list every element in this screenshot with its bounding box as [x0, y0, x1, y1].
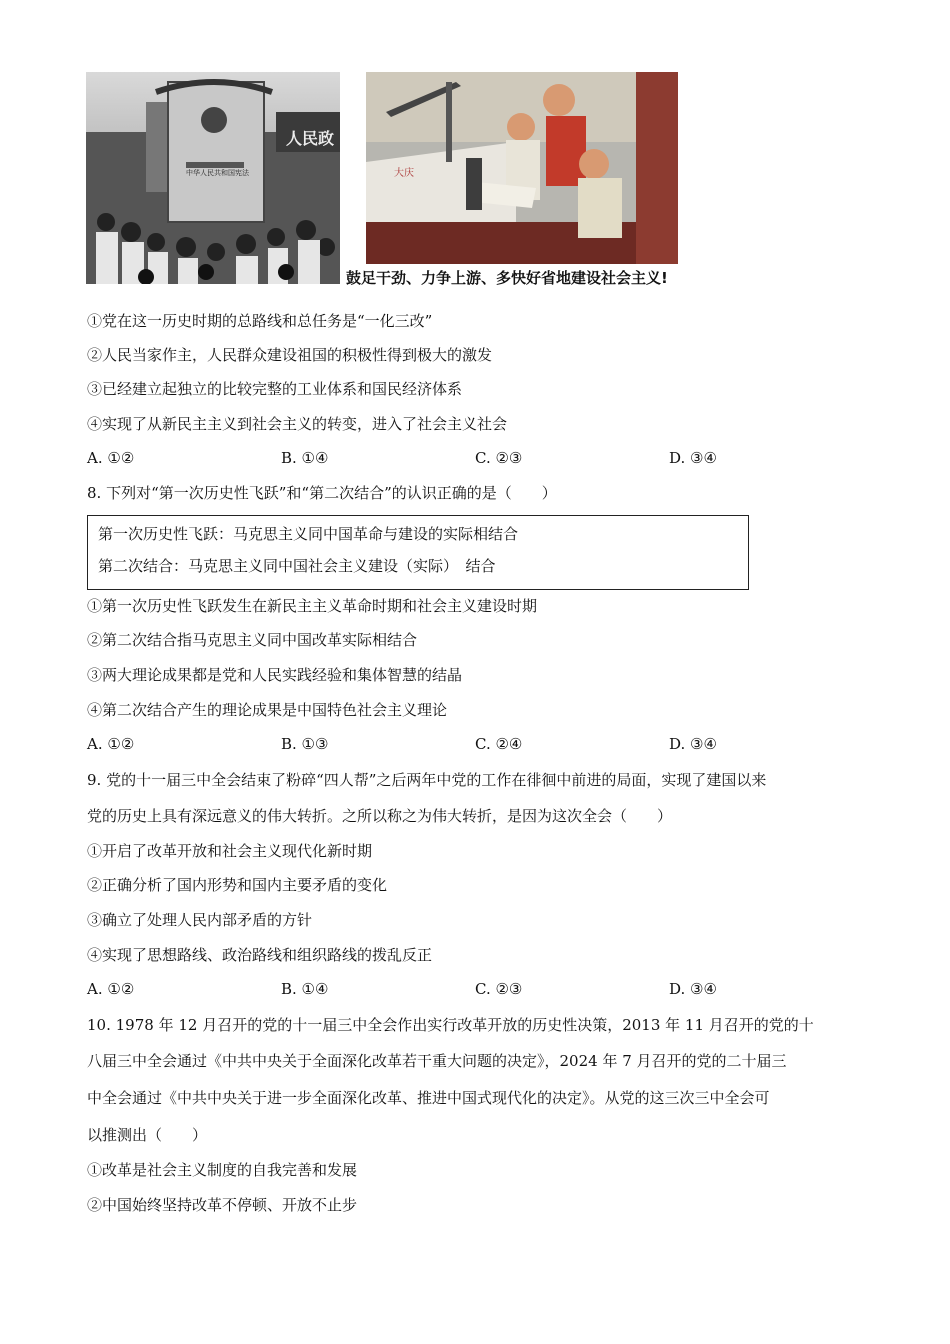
- q9-item-3: ③确立了处理人民内部矛盾的方针: [87, 911, 313, 929]
- q9-option-d[interactable]: D. ③④: [669, 980, 717, 998]
- q7-option-b[interactable]: B. ①④: [281, 449, 329, 467]
- q8-option-c[interactable]: C. ②④: [475, 735, 523, 753]
- q8-stem: 8. 下列对“第一次历史性飞跃”和“第二次结合”的认识正确的是（ ）: [87, 484, 557, 502]
- q10-stem-line-2: 八届三中全会通过《中共中央关于全面深化改革若干重大问题的决定》，2024 年 7 月召开的党的二十届三: [87, 1052, 787, 1070]
- q8-options: [87, 734, 847, 754]
- q8-item-4: ④第二次结合产生的理论成果是中国特色社会主义理论: [87, 701, 448, 719]
- q7-item-3: ③已经建立起独立的比较完整的工业体系和国民经济体系: [87, 380, 463, 398]
- svg-text:大庆: 大庆: [394, 168, 414, 179]
- q9-item-4: ④实现了思想路线、政治路线和组织路线的拨乱反正: [87, 946, 433, 964]
- q7-item-4: ④实现了从新民主主义到社会主义的转变，进入了社会主义社会: [87, 415, 508, 433]
- q9-item-2: ②正确分析了国内形势和国内主要矛盾的变化: [87, 876, 388, 894]
- q7-item-2: ②人民当家作主，人民群众建设祖国的积极性得到极大的激发: [87, 346, 493, 364]
- q7-options: [87, 448, 847, 468]
- q8-box-line-1: 第一次历史性飞跃：马克思主义同中国革命与建设的实际相结合: [98, 525, 519, 543]
- q9-stem-line-2: 党的历史上具有深远意义的伟大转折。之所以称之为伟大转折，是因为这次全会（ ）: [87, 807, 673, 825]
- q9-stem-line-1: 9. 党的十一届三中全会结束了粉碎“四人帮”之后两年中党的工作在徘徊中前进的局面，实现了建国以来: [87, 771, 767, 789]
- poster-caption: 鼓足干劲、力争上游、多快好省地建设社会主义!: [346, 269, 668, 287]
- q10-item-1: ①改革是社会主义制度的自我完善和发展: [87, 1161, 358, 1179]
- q8-item-2: ②第二次结合指马克思主义同中国改革实际相结合: [87, 631, 418, 649]
- propaganda-poster: [366, 72, 678, 264]
- q7-item-1: ①党在这一历史时期的总路线和总任务是“一化三改”: [87, 312, 433, 330]
- svg-text:人民政: 人民政: [286, 129, 335, 148]
- q10-stem-line-3: 中全会通过《中共中央关于进一步全面深化改革、推进中国式现代化的决定》。从党的这三次三中全会可: [87, 1089, 770, 1107]
- q9-option-a[interactable]: A. ①②: [87, 980, 135, 998]
- q8-option-a[interactable]: A. ①②: [87, 735, 135, 753]
- monument-inscription: 中华人民共和国宪法: [186, 169, 249, 177]
- q8-item-1: ①第一次历史性飞跃发生在新民主主义革命时期和社会主义建设时期: [87, 597, 538, 615]
- q9-option-b[interactable]: B. ①④: [281, 980, 329, 998]
- q7-option-a[interactable]: A. ①②: [87, 449, 135, 467]
- q7-option-c[interactable]: C. ②③: [475, 449, 523, 467]
- constitution-photo: [86, 72, 340, 284]
- q7-option-d[interactable]: D. ③④: [669, 449, 717, 467]
- q9-option-c[interactable]: C. ②③: [475, 980, 523, 998]
- q8-option-b[interactable]: B. ①③: [281, 735, 329, 753]
- q10-stem-line-4: 以推测出（ ）: [87, 1126, 208, 1144]
- q10-item-2: ②中国始终坚持改革不停顿、开放不止步: [87, 1196, 358, 1214]
- q8-option-d[interactable]: D. ③④: [669, 735, 717, 753]
- q8-material-box: [87, 515, 749, 590]
- q9-item-1: ①开启了改革开放和社会主义现代化新时期: [87, 842, 373, 860]
- q9-options: [87, 979, 847, 999]
- q8-item-3: ③两大理论成果都是党和人民实践经验和集体智慧的结晶: [87, 666, 463, 684]
- q8-box-line-2: 第二次结合：马克思主义同中国社会主义建设（实际） 结合: [98, 557, 496, 575]
- q10-stem-line-1: 10. 1978 年 12 月召开的党的十一届三中全会作出实行改革开放的历史性决策，2013 年 11 月召开的党的十: [87, 1016, 814, 1034]
